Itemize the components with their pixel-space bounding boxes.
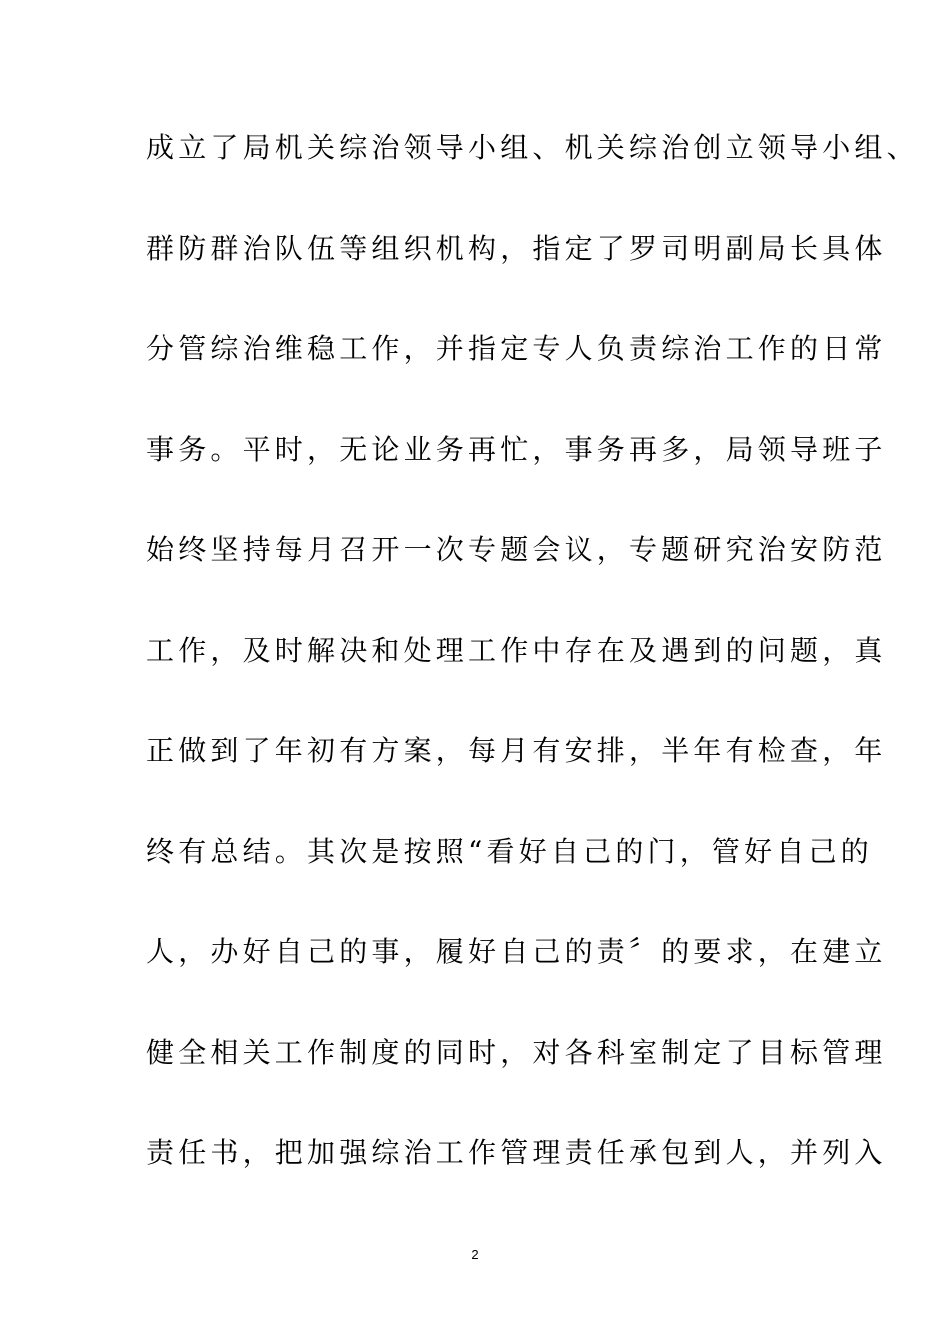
text-line-8: 终有总结。其次是按照“看好自己的门，管好自己的 xyxy=(146,834,873,868)
page-number: 2 xyxy=(471,1247,479,1262)
text-line-2: 群防群治队伍等组织机构，指定了罗司明副局长具体 xyxy=(146,231,887,265)
text-line-4: 事务。平时，无论业务再忙，事务再多，局领导班子 xyxy=(146,432,887,466)
text-line-3: 分管综治维稳工作，并指定专人负责综治工作的日常 xyxy=(146,332,887,365)
text-line-1: 成立了局机关综治领导小组、机关综治创立领导小组、 xyxy=(146,131,919,164)
text-line-7: 正做到了年初有方案，每月有安排，半年有检查，年 xyxy=(146,734,887,767)
text-line-6: 工作，及时解决和处理工作中存在及遇到的问题，真 xyxy=(146,633,887,667)
text-line-11: 责任书，把加强综治工作管理责任承包到人，并列入 xyxy=(146,1136,887,1169)
text-line-9: 人，办好自己的事，履好自己的责〞的要求，在建立 xyxy=(146,935,887,968)
text-line-10: 健全相关工作制度的同时，对各科室制定了目标管理 xyxy=(146,1035,887,1069)
text-line-5: 始终坚持每月召开一次专题会议，专题研究治安防范 xyxy=(146,533,887,566)
body-text xyxy=(146,118,919,1224)
